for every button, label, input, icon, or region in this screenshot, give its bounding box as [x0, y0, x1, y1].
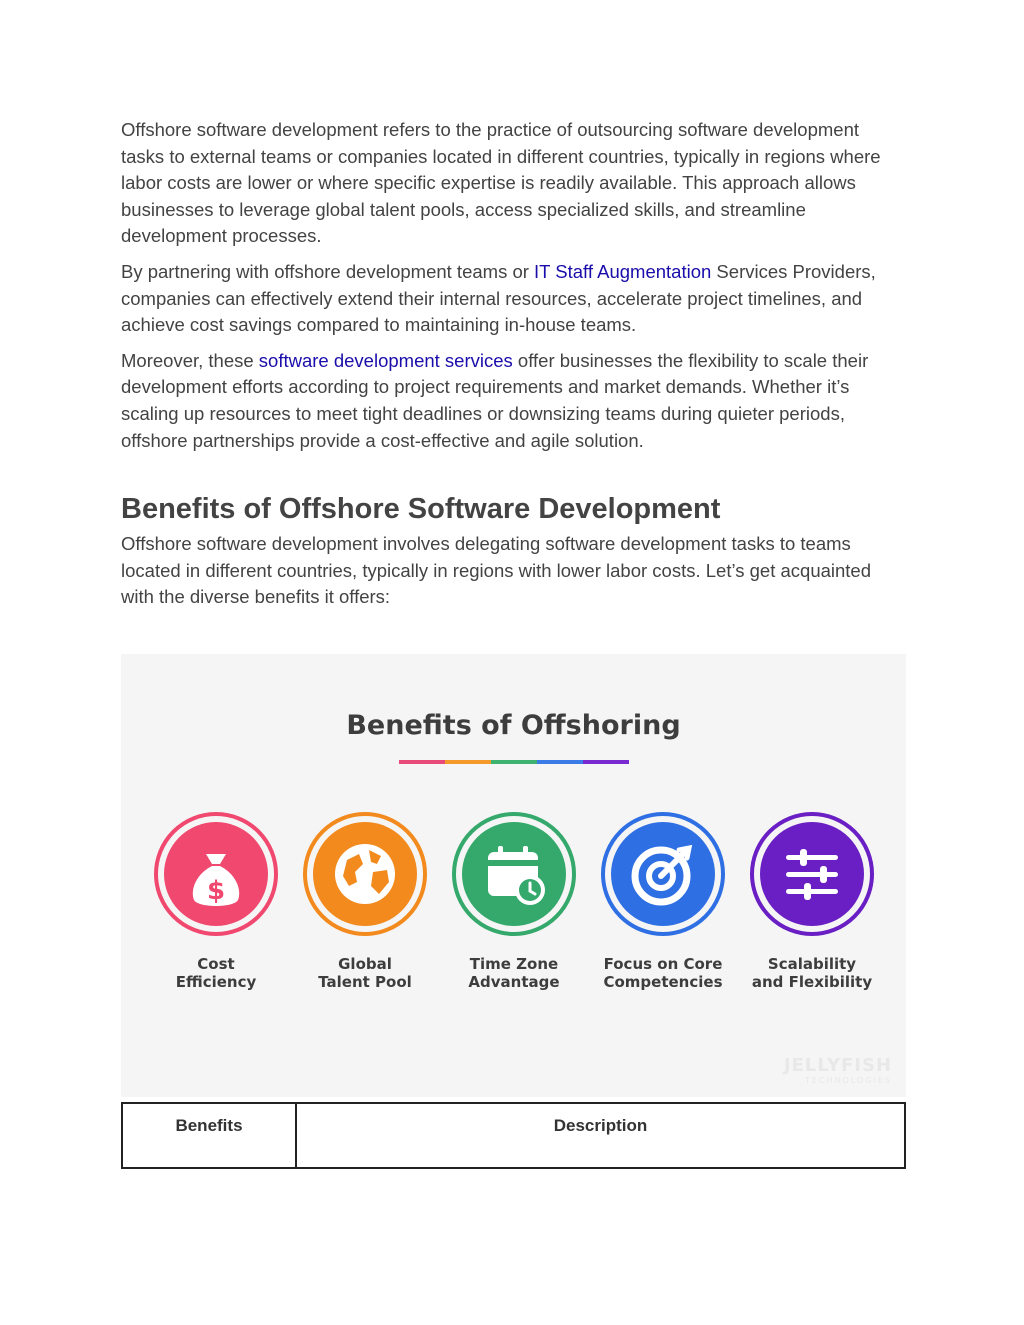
- underline-segment: [399, 760, 445, 764]
- table-header-benefits: Benefits: [122, 1103, 296, 1168]
- paragraph-text: By partnering with offshore development teams or: [121, 260, 535, 282]
- benefit-cost-efficiency: [146, 810, 286, 991]
- software-development-services-link[interactable]: software development services: [258, 349, 513, 371]
- section-heading: Benefits of Offshore Software Development: [121, 493, 721, 526]
- svg-text:$: $: [206, 876, 226, 906]
- globe-icon: [301, 810, 429, 938]
- benefit-time-zone-advantage: [444, 810, 584, 991]
- watermark-subtext: TECHNOLOGIES: [805, 1076, 892, 1085]
- article-body: [121, 117, 906, 620]
- benefit-label: Time Zone Advantage: [468, 955, 560, 991]
- paragraph-moreover: [121, 348, 906, 454]
- money-bag-icon: [152, 810, 280, 938]
- paragraph-intro: Offshore software development refers to the practice of outsourcing software development tasks to external teams or companies located in different countries, typically in regions where labor costs are lower or where specific expertise is readily available. This approach allows businesses to leverage global talent pools, access specialized skills, and streamline development processes.: [121, 119, 881, 247]
- underline-segment: [445, 760, 491, 764]
- sliders-icon: [748, 810, 876, 938]
- underline-segment: [583, 760, 629, 764]
- table-header-description: Description: [296, 1103, 905, 1168]
- title-underline: [399, 760, 629, 764]
- it-staff-augmentation-link[interactable]: IT Staff Augmentation: [534, 260, 712, 282]
- benefits-infographic: [121, 654, 906, 1097]
- paragraph-partnering: [121, 259, 906, 339]
- paragraph-text: offer businesses the flexibility to scale their development efforts according to project requirements and market demands. Whether it’s scaling up resources to meet tight deadlines or downsizing teams during quieter periods, offshore partnerships provide a cost-effective and agile solution.: [121, 349, 869, 451]
- underline-segment: [491, 760, 537, 764]
- underline-segment: [537, 760, 583, 764]
- jellyfish-watermark-logo: [784, 1055, 892, 1085]
- benefit-global-talent-pool: [295, 810, 435, 991]
- infographic-title: Benefits of Offshoring: [346, 710, 681, 741]
- section-intro: Offshore software development involves delegating software development tasks to teams located in different countries, typically in regions with lower labor costs. Let’s get acquainted with the diverse benefits it offers:: [121, 533, 872, 608]
- target-icon: [599, 810, 727, 938]
- paragraph-text: Moreover, these: [121, 349, 259, 371]
- benefit-focus-core-competencies: [593, 810, 733, 991]
- benefit-label: Cost Efficiency: [175, 955, 257, 991]
- benefit-scalability-flexibility: [742, 810, 882, 991]
- benefits-table: [121, 1102, 906, 1169]
- watermark-text: JELLYFISH: [783, 1055, 892, 1076]
- paragraph-text: Services Providers, companies can effectively extend their internal resources, accelerate project timelines, and achieve cost savings compared to maintaining in-house teams.: [121, 260, 876, 336]
- benefit-label: Global Talent Pool: [318, 955, 412, 991]
- calendar-clock-icon: [450, 810, 578, 938]
- benefit-label: Scalability and Flexibility: [751, 955, 873, 991]
- benefit-label: Focus on Core Competencies: [603, 955, 723, 991]
- table-header-row: [122, 1103, 905, 1168]
